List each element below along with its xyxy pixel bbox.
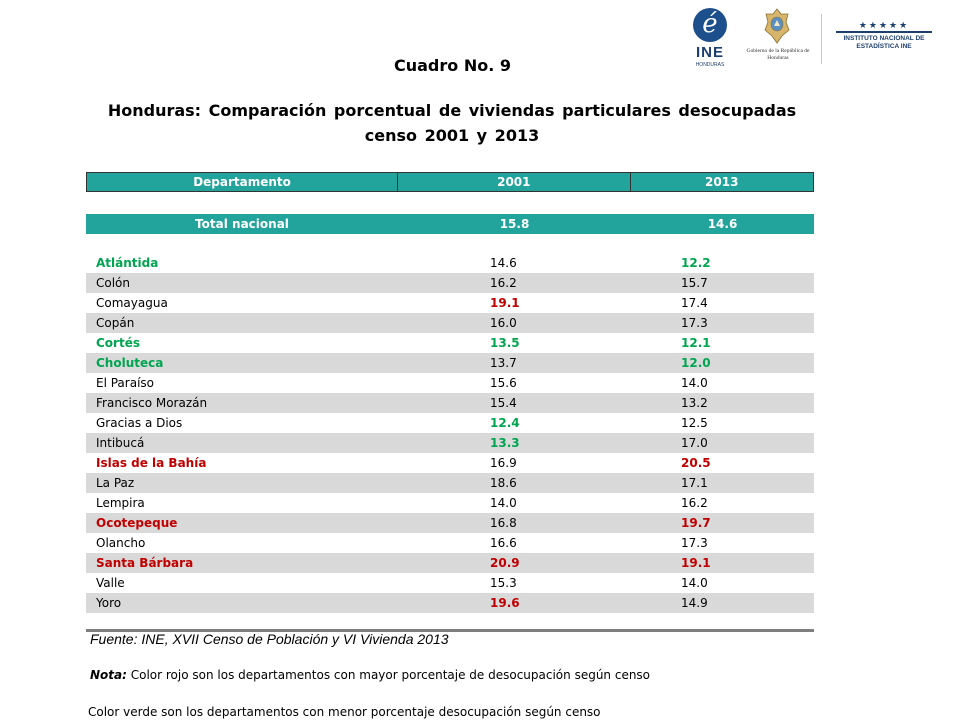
- note-green: Color verde son los departamentos con menor porcentaje desocupación según censo: [88, 705, 601, 719]
- logo-bar: [836, 31, 932, 33]
- dept-cell: Santa Bárbara: [96, 556, 194, 570]
- dept-cell: Colón: [96, 276, 131, 290]
- dept-cell: Olancho: [96, 536, 146, 550]
- table-row: [86, 333, 814, 353]
- value-2001-cell: 13.3: [490, 436, 520, 450]
- ine-institute-logo: [828, 20, 940, 60]
- header-row: [86, 172, 814, 192]
- table-total: [86, 214, 814, 234]
- table-row: [86, 493, 814, 513]
- value-2013-cell: 12.2: [681, 256, 711, 270]
- page-subtitle: Honduras: Comparación porcentual de viviendas particulares desocupadas censo 2001 y 2013: [107, 101, 797, 145]
- value-2001-cell: 12.4: [490, 416, 520, 430]
- dept-cell: Ocotepeque: [96, 516, 178, 530]
- dept-cell: Intibucá: [96, 436, 145, 450]
- value-2013-cell: 20.5: [681, 456, 711, 470]
- page-title: Cuadro No. 9: [394, 56, 511, 75]
- table-row: [86, 433, 814, 453]
- government-logo-text: Gobierno de la República de Honduras: [746, 48, 810, 61]
- total-row: [86, 214, 814, 234]
- ine-e-icon: é: [693, 8, 727, 42]
- value-2001-cell: 14.6: [490, 256, 517, 270]
- value-2013-cell: 14.0: [681, 376, 708, 390]
- table-row: [86, 353, 814, 373]
- value-2001-cell: 15.6: [490, 376, 517, 390]
- value-2001-cell: 19.1: [490, 296, 520, 310]
- value-2001-cell: 15.4: [490, 396, 517, 410]
- table-row: [86, 553, 814, 573]
- ine-logo-subtext: HONDURAS: [695, 62, 725, 68]
- dept-cell: Atlántida: [96, 256, 159, 270]
- value-2013-cell: 17.0: [681, 436, 708, 450]
- value-2001-cell: 15.3: [490, 576, 517, 590]
- dept-cell: Copán: [96, 316, 135, 330]
- value-2013-cell: 14.0: [681, 576, 708, 590]
- source-note: Fuente: INE, XVII Censo de Población y VI Vivienda 2013: [90, 631, 449, 647]
- header-2013: 2013: [705, 175, 739, 189]
- ine-institute-text: INSTITUTO NACIONAL DE ESTADÍSTICA INE: [843, 35, 925, 50]
- value-2001-cell: 16.0: [490, 316, 517, 330]
- table-row: [86, 253, 814, 273]
- value-2013-cell: 16.2: [681, 496, 708, 510]
- value-2001-cell: 16.9: [490, 456, 517, 470]
- value-2001-cell: 13.7: [490, 356, 517, 370]
- value-2013-cell: 17.1: [681, 476, 708, 490]
- note-red: [90, 668, 650, 682]
- table-row: [86, 313, 814, 333]
- dept-cell: Cortés: [96, 336, 140, 350]
- table-row: [86, 413, 814, 433]
- ine-logo-text: INE: [695, 44, 724, 61]
- value-2013-cell: 17.4: [681, 296, 708, 310]
- value-2013-cell: 15.7: [681, 276, 708, 290]
- value-2001-cell: 20.9: [490, 556, 520, 570]
- header-departamento: Departamento: [87, 173, 398, 191]
- value-2013-cell: 19.1: [681, 556, 711, 570]
- total-2001: 15.8: [499, 217, 530, 231]
- value-2013-cell: 19.7: [681, 516, 711, 530]
- value-2001-cell: 16.8: [490, 516, 517, 530]
- total-2013: 14.6: [707, 217, 738, 231]
- table-row: [86, 513, 814, 533]
- stars-icon: ★★★★★: [858, 20, 910, 30]
- dept-cell: Francisco Morazán: [96, 396, 208, 410]
- value-2013-cell: 12.0: [681, 356, 711, 370]
- value-2001-cell: 19.6: [490, 596, 520, 610]
- value-2013-cell: 12.1: [681, 336, 711, 350]
- value-2013-cell: 17.3: [681, 536, 708, 550]
- table-body: [86, 253, 814, 613]
- table-row: [86, 593, 814, 613]
- dept-cell: Lempira: [96, 496, 145, 510]
- value-2013-cell: 13.2: [681, 396, 708, 410]
- dept-cell: Comayagua: [96, 296, 168, 310]
- note-label: Nota:: [90, 668, 127, 682]
- table-row: [86, 473, 814, 493]
- value-2013-cell: 14.9: [681, 596, 708, 610]
- value-2013-cell: 17.3: [681, 316, 708, 330]
- header-2001: 2001: [398, 173, 630, 191]
- note-text: Color rojo son los departamentos con mayor porcentaje de desocupación según censo: [126, 668, 651, 682]
- dept-cell: El Paraíso: [96, 376, 154, 390]
- table-row: [86, 393, 814, 413]
- table-row: [86, 293, 814, 313]
- value-2001-cell: 18.6: [490, 476, 517, 490]
- value-2013-cell: 12.5: [681, 416, 708, 430]
- dept-cell: Choluteca: [96, 356, 164, 370]
- dept-cell: Yoro: [96, 596, 122, 610]
- dept-cell: Islas de la Bahía: [96, 456, 207, 470]
- table-row: [86, 453, 814, 473]
- coat-of-arms-icon: [762, 8, 792, 44]
- value-2001-cell: 16.6: [490, 536, 517, 550]
- value-2001-cell: 16.2: [490, 276, 517, 290]
- value-2001-cell: 14.0: [490, 496, 517, 510]
- dept-cell: La Paz: [96, 476, 135, 490]
- total-label: Total nacional: [195, 217, 289, 231]
- value-2001-cell: 13.5: [490, 336, 520, 350]
- table-row: [86, 373, 814, 393]
- table-row: [86, 573, 814, 593]
- dept-cell: Gracias a Dios: [96, 416, 183, 430]
- table-row: [86, 533, 814, 553]
- dept-cell: Valle: [96, 576, 125, 590]
- table-row: [86, 273, 814, 293]
- table-header: [86, 172, 814, 192]
